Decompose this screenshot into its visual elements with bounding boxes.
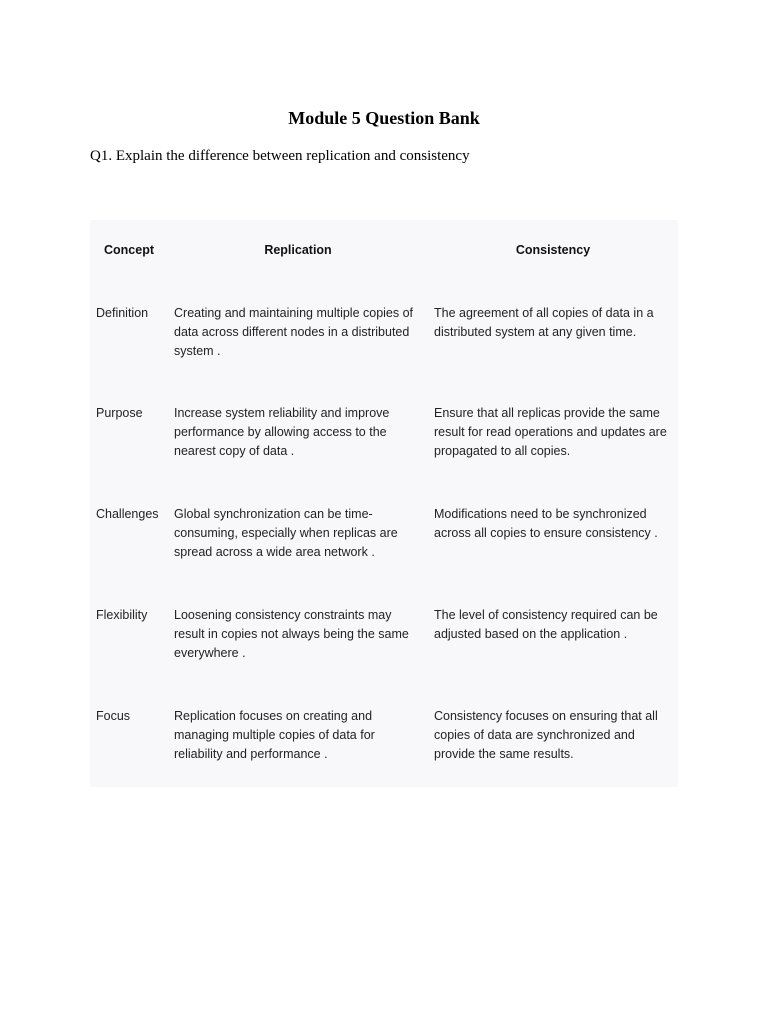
row-concept: Definition [96, 306, 149, 320]
row-consistency: The agreement of all copies of data in a distributed system at any given time. [434, 306, 654, 339]
row-concept: Flexibility [96, 608, 148, 622]
header-concept: Concept [104, 243, 154, 257]
row-replication: Replication focuses on creating and managing multiple copies of data for reliability and performance . [174, 709, 375, 761]
row-replication: Increase system reliability and improve performance by allowing access to the nearest copy of data . [174, 406, 390, 458]
table-row [90, 283, 678, 383]
table-row [90, 686, 678, 790]
comparison-table [90, 220, 678, 790]
comparison-table-container [90, 220, 678, 787]
table-row [90, 484, 678, 585]
row-consistency: Ensure that all replicas provide the same result for read operations and updates are propagated to all copies. [434, 406, 667, 458]
table-row [90, 383, 678, 484]
row-consistency: The level of consistency required can be adjusted based on the application . [434, 608, 658, 641]
table-row [90, 585, 678, 686]
row-consistency: Consistency focuses on ensuring that all copies of data are synchronized and provide the same results. [434, 709, 658, 761]
page-title: Module 5 Question Bank [288, 108, 480, 128]
row-consistency: Modifications need to be synchronized across all copies to ensure consistency . [434, 507, 658, 540]
question-text: Q1. Explain the difference between replication and consistency [90, 148, 470, 164]
row-replication: Creating and maintaining multiple copies of data across different nodes in a distributed system . [174, 306, 414, 358]
table-header-row [90, 220, 678, 283]
header-replication: Replication [264, 243, 332, 257]
header-consistency: Consistency [515, 243, 591, 257]
row-concept: Purpose [96, 406, 143, 420]
row-concept: Focus [96, 709, 131, 723]
row-replication: Loosening consistency constraints may result in copies not always being the same everywhere . [174, 608, 409, 660]
row-concept: Challenges [96, 507, 159, 521]
row-replication: Global synchronization can be time-consuming, especially when replicas are spread across a wide area network . [174, 507, 398, 559]
